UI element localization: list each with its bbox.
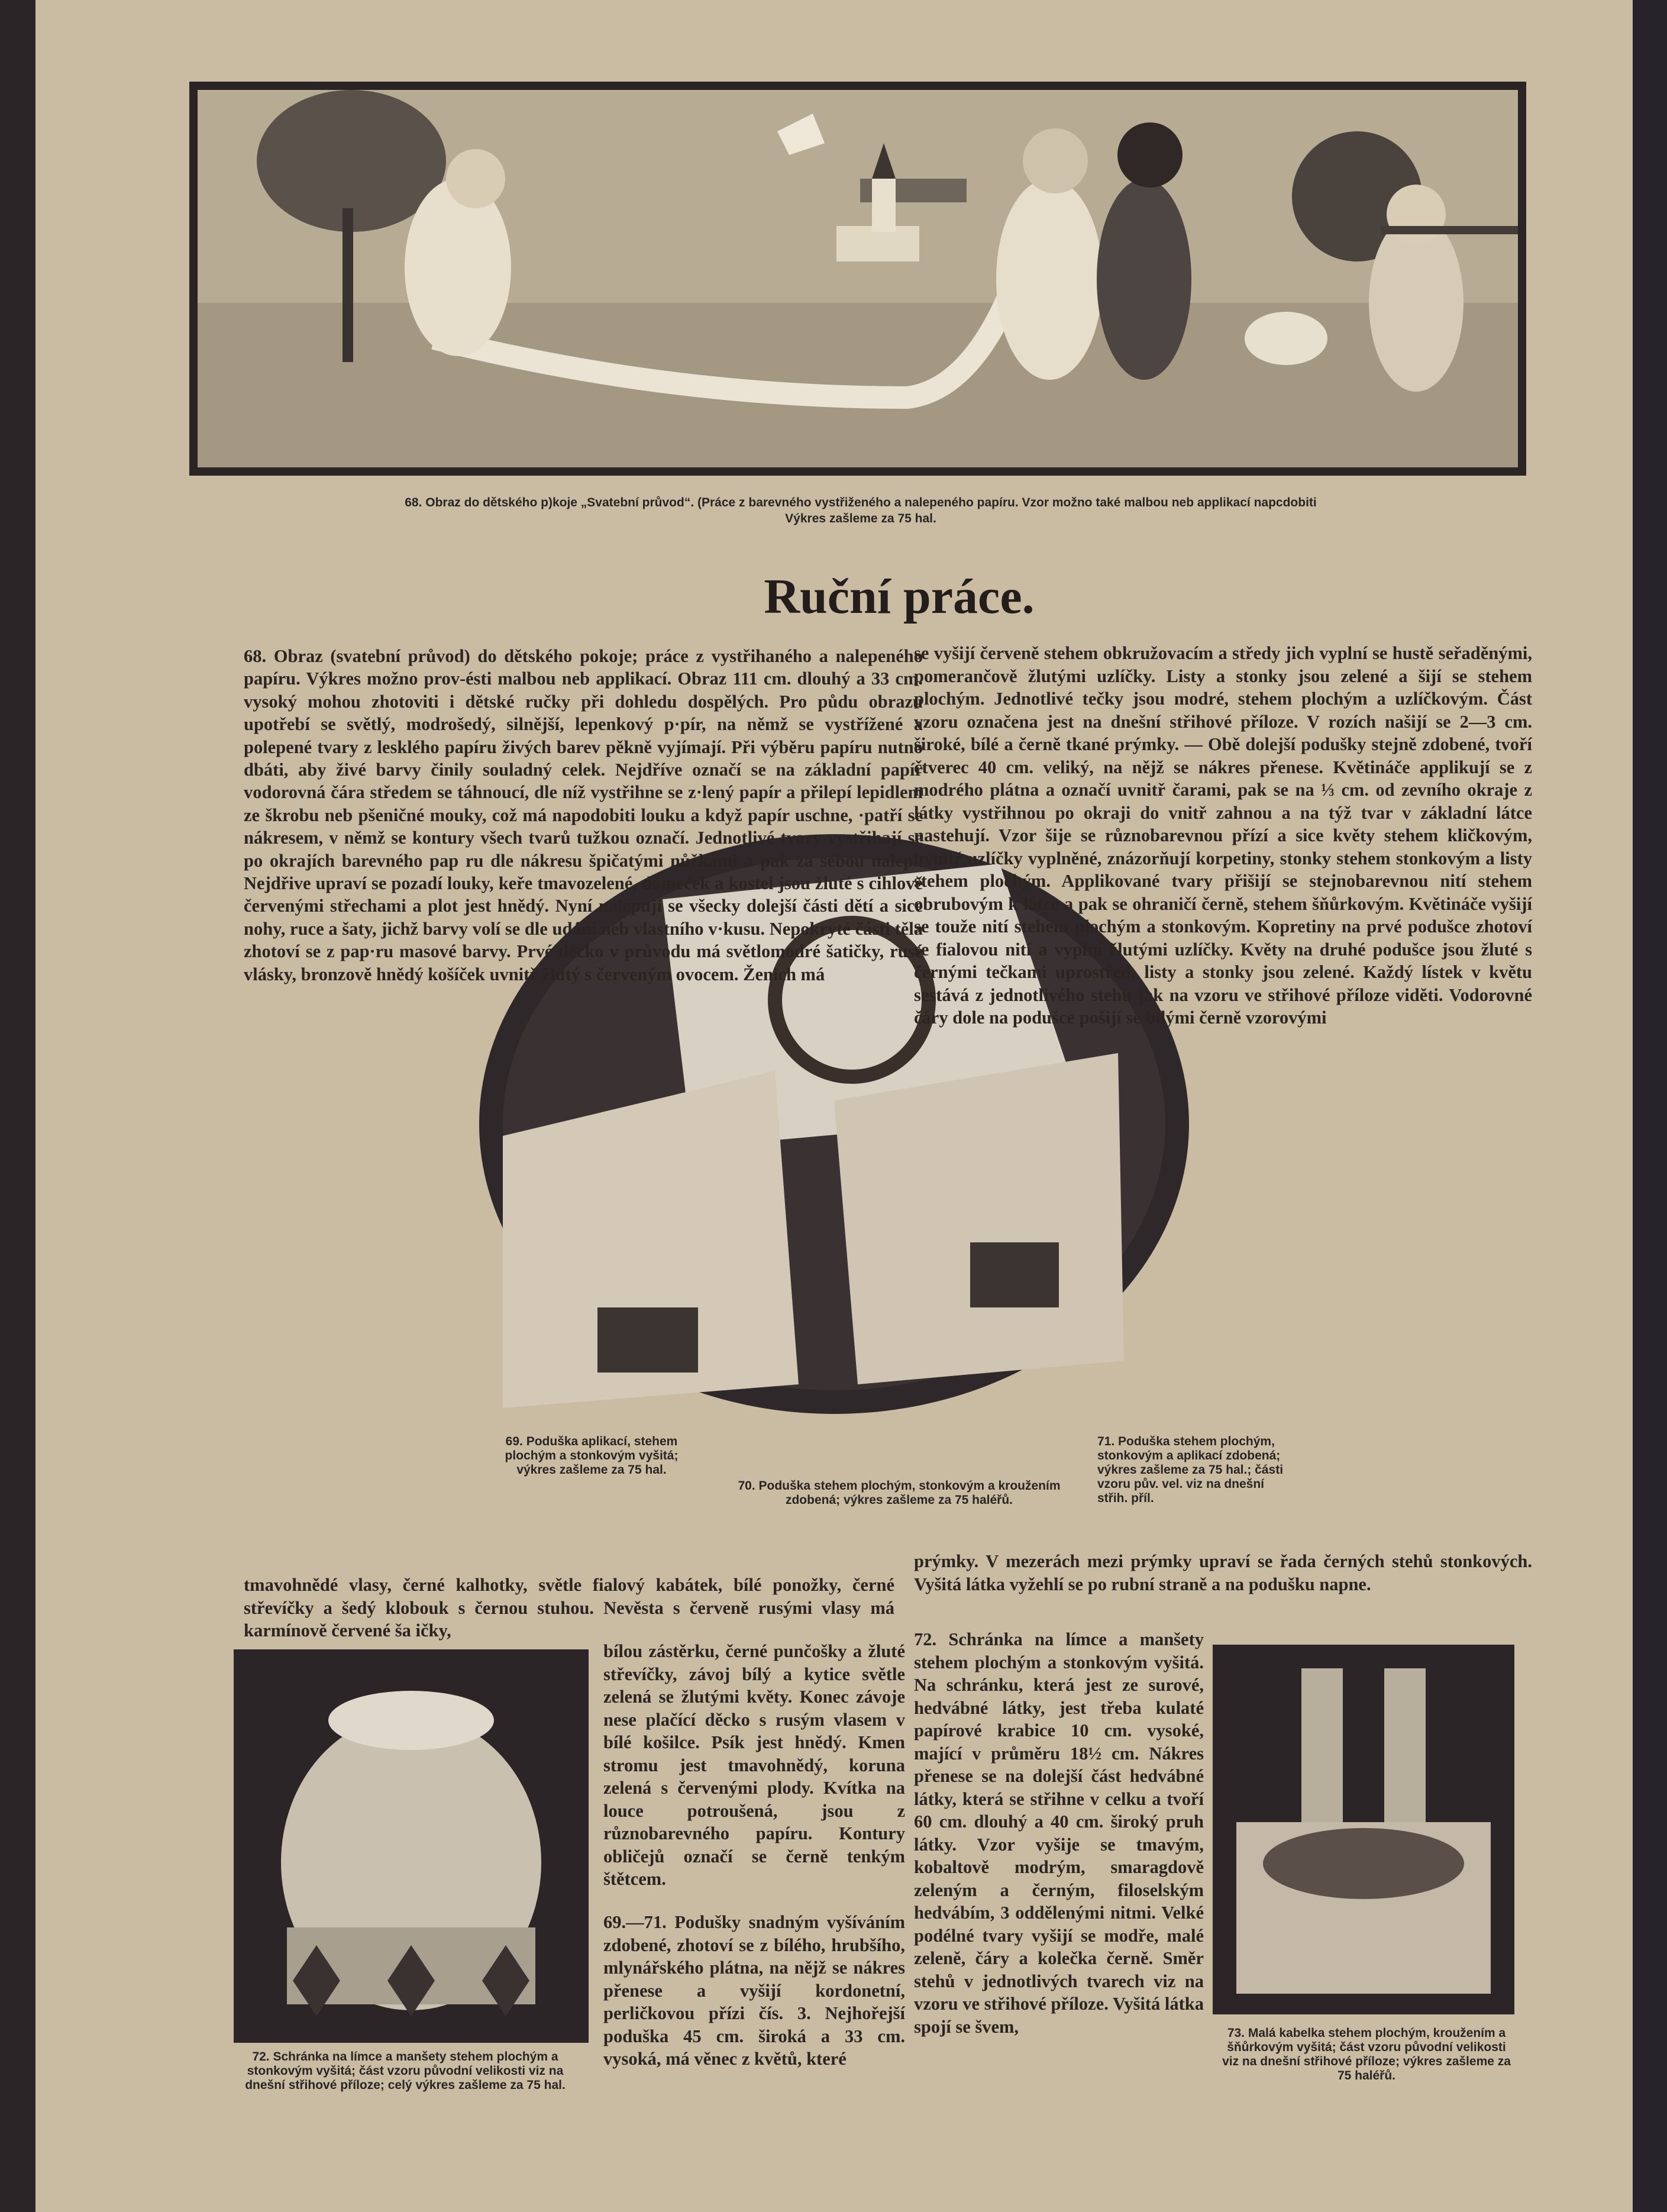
- left-column-text: 68. Obraz (svatební průvod) do dětského pokoje; práce z vystřihaného a nalepeného papíru. Výkres možno prov-ésti malbou neb applikací. Obraz 111 cm. dlouhý a 33 cm. vysoký mohou zhotoviti i dětské ručky při dohledu dospělých. Pro půdu obrazu upotřebí se světlý, modrošedý, silnější, lepenkový p·pír, na němž se vystřížené a polepené tvary z lesklého papíru živých barev pěkně vyjímají. Při výběru papíru nutno dbáti, aby živé barvy činily souladný celek. Nejdříve označí se na základní papír vodorovná čára středem se táhnoucí, dle níž vystřihne se z·lený papír a přilepí lepidlem ze škrobu neb pšeničné mouky, což má napodobiti louku a když papír uschne, ·patří se nákresem, v němž se kontury všech tvarů tužkou označí. Jednotlivé tvary vystřihají se po okrajích barevného pap ru dle nákresu špičatými nůžkami a pak za sebou nalepí. Nejdřive upraví se pozadí louky, keře tmavozelené, domeček a kostel jsou žluté s cihlově červenými střechami a plot jest hnědý. Nyní nalepují se všecky dolejší části dětí a sice nohy, ruce a šaty, jichž barvy volí se dle udání neb vlastního v·kusu. Nepokryté části těla zhotoví se z pap·ru masové barvy. Prvé děcko v průvodu má světlomodré šatičky, rusé vlásky, bronzově hnědý košíček uvnitř žlutý s červeným ovocem. Ženich má: [244, 646, 923, 984]
- banner-caption-line-1: 68. Obraz do dětského p)koje „Svatební průvod“. (Práce z barevného vystřiženého a nalepeného papíru. Vzor možno také malbou neb applikací napcdobiti: [405, 496, 1317, 509]
- left-column-bottom-text: tmavohnědé vlasy, černé kalhotky, světle fialový kabátek, bílé ponožky, černé střevíčky a šedý klobouk s černou stuhou. Nevěsta s červeně rusými vlasy má karmínově červené ša ičky,: [244, 1575, 894, 1641]
- collar-box-photo: [234, 1649, 589, 2043]
- right-column-box-text: 72. Schránka na límce a manšety stehem plochým a stonkovým vyšitá. Na schránku, která jest ze surové, hedvábné látky, jest třeba kulaté papírové krabice 10 cm. vysoké, mající v průměru 18½ cm. Nákres přenese se na dolejší část hedvábné látky, která se střihne v celku a tvoří 60 cm. dlouhý a 40 cm. široký pruh látky. Vzor vyšije se tmavým, kobaltově modrým, smaragdově zeleným a černým, filoselským hedvábím, 3 oddělenými nitmi. Velké podélné tvary vyšijí se modře, malé zeleně, čáry a kolečka černě. Směr stehů v jednotlivých tvarech viz na vzoru ve střihové příloze. Vyšitá látka spojí se švem,: [914, 1629, 1204, 2037]
- banner-caption-line-2: Výkres zašleme za 75 hal.: [785, 512, 936, 525]
- banner-caption: [189, 495, 1532, 527]
- scan-right-edge: [1633, 0, 1667, 2212]
- middle-column-text: bílou zástěrku, černé punčošky a žluté střevíčky, závoj bílý a kytice světle zelená se žlutými květy. Konec závoje nese plačící děcko s rusým vlasem v bílé košilce. Psík jest hnědý. Kmen stromu jest tmavohnědý, koruna zelená s červenými plody. Kvítka na louce potroušená, jsou z různobarevného papíru. Kontury obličejů označí se černě tenkým štětcem.: [603, 1641, 905, 1889]
- middle-column-cushions-text: 69.—71. Podušky snadným vyšíváním zdobené, zhotoví se z bílého, hrubšího, mlynářského plátna, na nějž se nákres přenese a vyšijí kordonetní, perličkovou přízi čís. 3. Nejhořejší poduška 45 cm. široká a 33 cm. vysoká, má věnec z květů, které: [603, 1912, 905, 2069]
- article-title: Ruční práce.: [764, 569, 1035, 624]
- caption-72: 72. Schránka na límce a manšety stehem plochým a stonkovým vyšitá; část vzoru původní velikosti viz na dnešní střihové příloze; celý výkres zašleme za 75 hal.: [245, 2050, 566, 2092]
- wedding-procession-illustration: [189, 82, 1526, 476]
- caption-69: 69. Poduška aplikací, stehem plochým a stonkovým vyšitá; výkres zašleme za 75 hal.: [505, 1435, 679, 1477]
- right-column-cushion-end-text: prýmky. V mezerách mezi prýmky upraví se řada černých stehů stonkových. Vyšitá látka vyžehlí se po rubní straně a na podušku napne.: [914, 1551, 1532, 1594]
- caption-71: 71. Poduška stehem plochým, stonkovým a aplikací zdobená; výkres zašleme za 75 hal.; části vzoru pův. vel. viz na dnešní střih. příl.: [1097, 1435, 1284, 1505]
- right-column-text: se vyšijí červeně stehem obkružovacím a středy jich vyplní se hustě seřaděnými, pomerančově žlutými uzlíčky. Listy a stonky jsou zelené a šijí se stehem plochým. Jednotlivé tečky jsou modré, stehem plochým a uzlíčkovým. Část vzoru označena jest na dnešní střihové příloze. V rozích našijí se 2—3 cm. široké, bílé a černě tkané prýmky. — Obě dolejší podušky stejně zdobené, tvoří čtverec 40 cm. veliký, na nějž se nákres přenese. Květináče applikují se z modrého plátna a označí uvnitř čarami, pak se na ⅓ cm. od zevního okraje z látky vystřihnou po okraji do vnitř zahnou a na týž tvar v základní látce nastehují. Vzor šije se různobarevnou přízí a sice květy stehem kličkovým, uvnitř uzlíčky vyplněné, znázorňují korpetiny, stonky stehem stonkovým a listy stehem plochým. Applikované tvary přišijí se stejnobarevnou nití stehem obrubovým k látce a pak se ohraničí černě, stehem šňůrkovým. Květináče vyšijí se touže nití stehem plochým a stonkovým. Kopretiny na prvé podušce zhotoví se fialovou nití a vyplní žlutými uzlíčky. Květy na druhé podušce jsou žluté s černými tečkami uprostřed, listy a stonky jsou zelené. Každý lístek v květu sestává z jednotlivého stehu jak na vzoru ve střihové příloze viděti. Vodorovné čáry dole na podušce pošijí se bílými černě vzorovými: [914, 643, 1532, 1028]
- caption-73: 73. Malá kabelka stehem plochým, kroužením a šňůrkovým vyšitá; část vzoru původní velikosti viz na dnešní střihové příloze; výkres zašleme za 75 haléřů.: [1222, 2026, 1511, 2082]
- small-bag-photo: [1213, 1645, 1514, 2014]
- caption-70: 70. Poduška stehem plochým, stonkovým a kroužením zdobená; výkres zašleme za 75 haléřů.: [738, 1479, 1061, 1507]
- scan-left-edge: [0, 0, 35, 2212]
